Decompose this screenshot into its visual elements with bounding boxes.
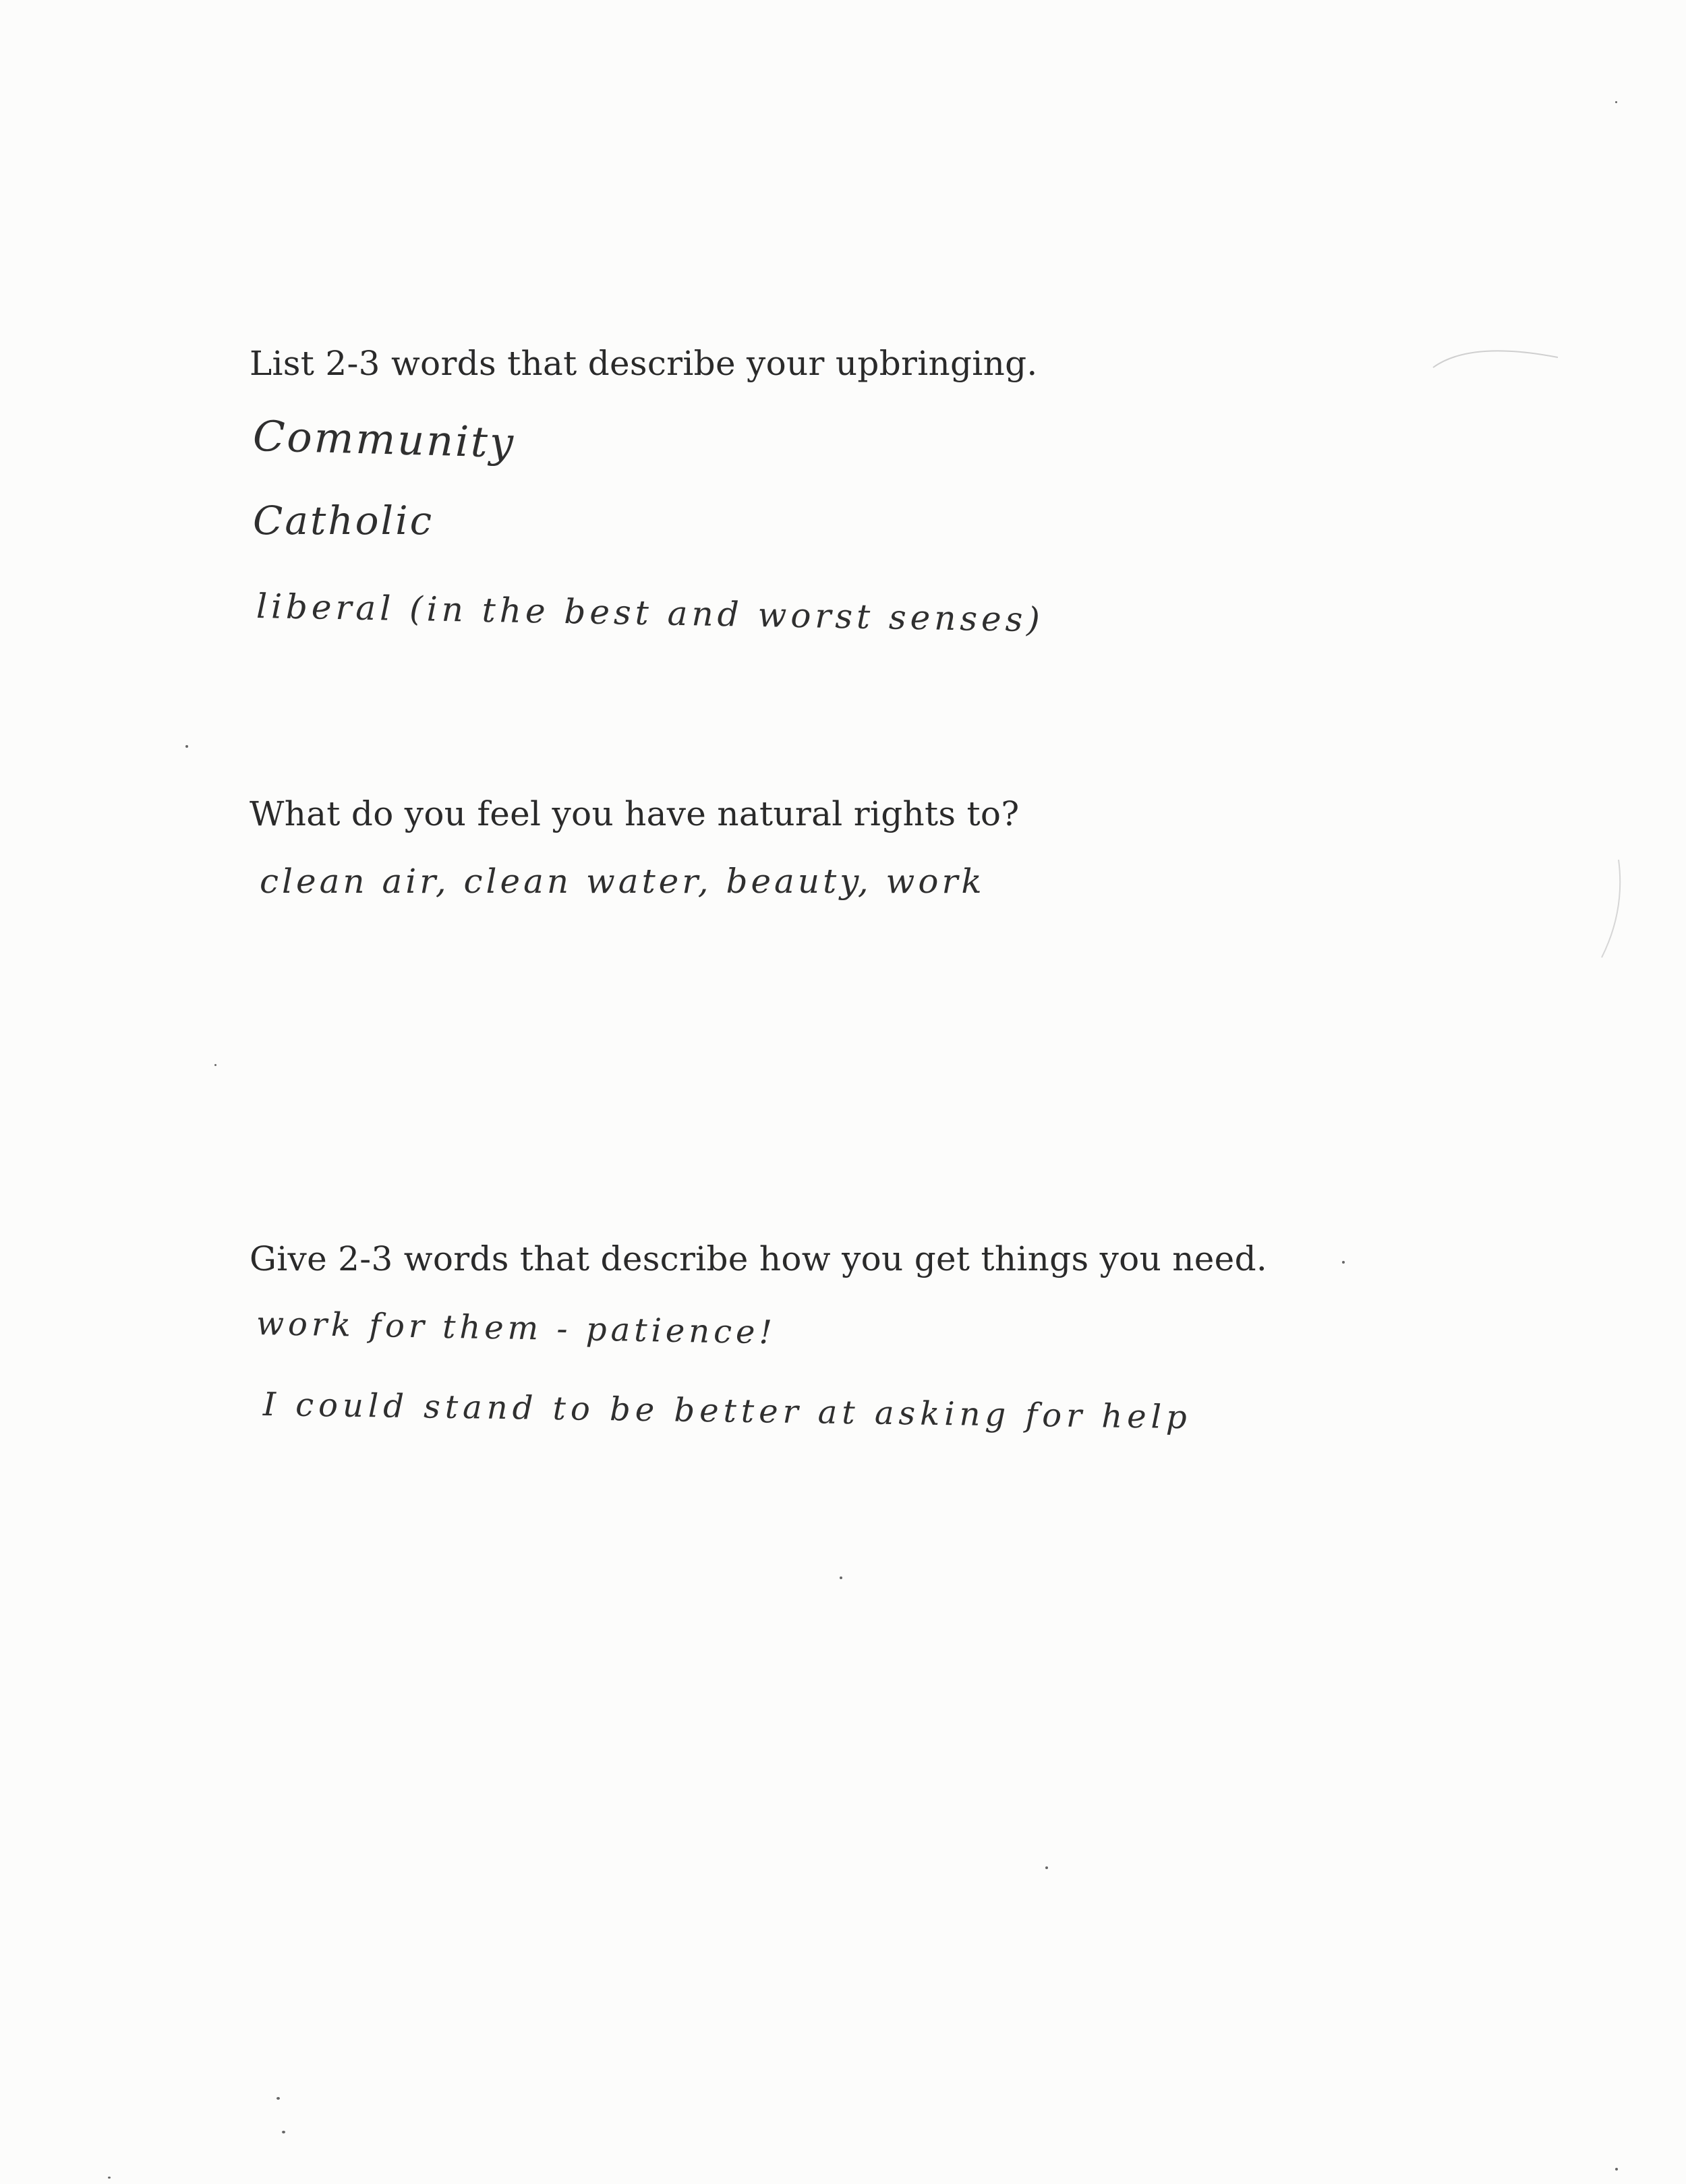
scan-speck [277, 2097, 280, 2100]
answer-get-things-1: work for them - patience! [256, 1305, 777, 1352]
answer-upbringing-3: liberal (in the best and worst senses) [256, 587, 1045, 640]
scan-speck [1045, 1866, 1048, 1869]
scan-speck [282, 2131, 285, 2133]
scan-speck [1342, 1261, 1345, 1264]
scan-mark [1598, 856, 1625, 964]
answer-upbringing-1: Community [252, 411, 516, 468]
scan-speck [185, 745, 188, 748]
question-natural-rights: What do you feel you have natural rights to? [250, 794, 1020, 833]
scan-speck [1615, 101, 1617, 103]
scan-speck [108, 2177, 111, 2179]
answer-upbringing-2: Catholic [253, 498, 434, 543]
answer-get-things-2: I could stand to be better at asking for help [262, 1386, 1192, 1437]
scan-mark [1430, 337, 1565, 378]
question-upbringing: List 2-3 words that describe your upbringing. [250, 344, 1038, 383]
scan-speck [214, 1064, 216, 1066]
scan-speck [1615, 2168, 1618, 2171]
question-get-things: Give 2-3 words that describe how you get things you need. [250, 1239, 1268, 1278]
scan-speck [840, 1576, 842, 1579]
answer-natural-rights: clean air, clean water, beauty, work [260, 862, 985, 901]
